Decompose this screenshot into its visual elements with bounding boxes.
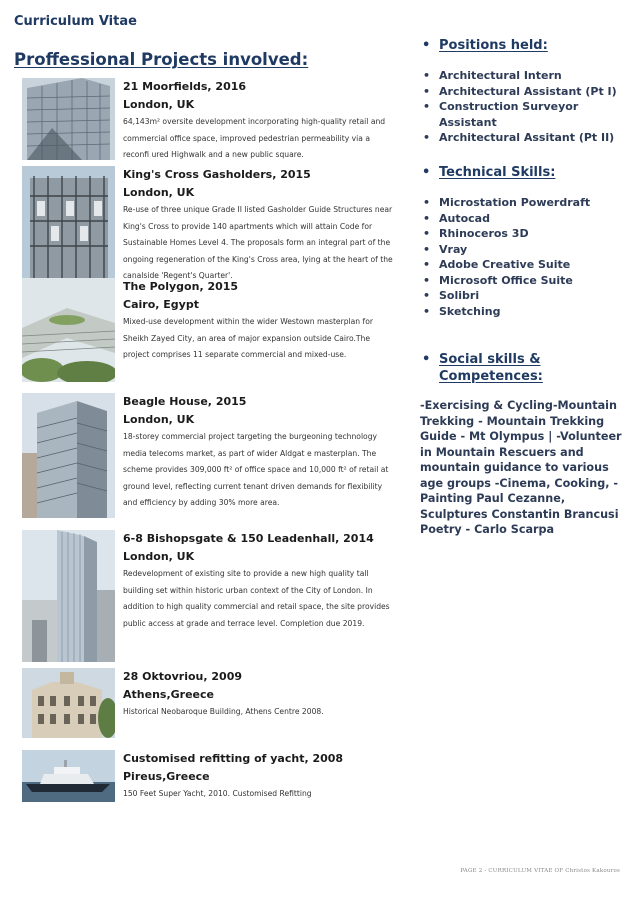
skills-section	[420, 164, 630, 319]
list-item	[420, 226, 630, 242]
project-image-beagle-house	[22, 393, 115, 518]
skills-heading-text: Technical Skills:	[439, 165, 556, 180]
social-section	[420, 351, 630, 538]
project-image-yacht	[22, 750, 115, 802]
document-title: Curriculum Vitae	[14, 14, 137, 29]
project-description: 18-storey commercial project targeting the burgeoning technology media telecoms market, as part of wider Aldgat e masterplan. The scheme provides 309,000 ft² of office space and 10,000 ft² of retail at ground level, reflecting current tenant driven demands for flexibility and efficiency by adding 30% more area.	[123, 432, 389, 507]
positions-section	[420, 37, 630, 146]
bullet-icon: •	[422, 38, 431, 53]
project-description: 64,143m² oversite development incorporating high-quality retail and commercial office space, improved pedestrian permeability via a reconfi ured Highwalk and a new public square.	[123, 117, 386, 159]
project-description: 150 Feet Super Yacht, 2010. Customised Refitting	[123, 789, 312, 798]
project-description: Re-use of three unique Grade II listed Gasholder Guide Structures near King's Cross to provide 140 apartments which will attain Code for Sustainable Homes Level 4. The proposals form an integral part of the ongoing regeneration of the King's Cross area, lying at the heart of the canalside 'Regent's Quarter'.	[123, 205, 393, 280]
list-item-label: Autocad	[439, 211, 490, 225]
positions-heading-text: Positions held:	[439, 38, 548, 53]
project-description: Historical Neobaroque Building, Athens Centre 2008.	[123, 707, 324, 716]
list-item-label: Architectural Assitant (Pt II)	[439, 131, 615, 144]
bullet-icon: •	[423, 304, 431, 318]
project-title: Customised refitting of yacht, 2008	[123, 752, 344, 765]
project-location: London, UK	[123, 413, 195, 426]
project-location: London, UK	[123, 186, 195, 199]
list-item	[420, 242, 630, 258]
social-heading-line1: Social skills &	[439, 352, 541, 367]
project-title: Beagle House, 2015	[123, 395, 247, 408]
list-item	[420, 130, 630, 146]
project-image-gasholders	[22, 166, 115, 278]
bullet-icon: •	[423, 100, 431, 113]
project-title: 6-8 Bishopsgate & 150 Leadenhall, 2014	[123, 532, 374, 545]
list-item-label: Vray	[439, 242, 468, 256]
bullet-icon: •	[423, 196, 431, 209]
social-heading	[420, 351, 630, 385]
project-location: London, UK	[123, 550, 195, 563]
list-item	[420, 257, 630, 273]
project-image-moorfields	[22, 78, 115, 160]
project-location: London, UK	[123, 98, 195, 111]
list-item-label: Sketching	[439, 304, 501, 318]
bullet-icon: •	[423, 227, 431, 240]
list-item	[420, 304, 630, 320]
bullet-icon: •	[423, 242, 431, 256]
project-title: King's Cross Gasholders, 2015	[123, 168, 311, 181]
project-image-polygon	[22, 278, 115, 382]
project-title: The Polygon, 2015	[123, 280, 239, 293]
list-item	[420, 68, 630, 84]
list-item-label: Rhinoceros 3D	[439, 227, 529, 240]
project-description: Mixed-use development within the wider Westown masterplan for Sheikh Zayed City, an area of major expansion outside Cairo.The project comprises 11 separate commercial and mixed-use.	[123, 317, 373, 359]
projects-section-title: Proffessional Projects involved:	[14, 50, 309, 69]
project-image-bishopsgate	[22, 530, 115, 662]
project-title: 28 Oktovriou, 2009	[123, 670, 242, 683]
skills-heading	[420, 164, 630, 181]
project-location: Athens,Greece	[123, 688, 214, 701]
bullet-icon: •	[422, 165, 431, 180]
positions-heading	[420, 37, 630, 54]
list-item	[420, 99, 630, 130]
bullet-icon: •	[423, 69, 431, 82]
list-item-label: Adobe Creative Suite	[439, 258, 571, 271]
bullet-icon: •	[422, 352, 431, 367]
list-item-label: Construction Surveyor Assistant	[439, 100, 579, 129]
project-image-oktovriou	[22, 668, 115, 738]
list-item	[420, 211, 630, 227]
bullet-icon: •	[423, 84, 431, 98]
bullet-icon: •	[423, 273, 431, 287]
social-skills-text: -Exercising & Cycling-Mountain Trekking - Mountain Trekking Guide - Mt Olympus | -Volunteer in Mountain Rescuers and mountain guidance to various age groups -Cinema, Cooking, -Painting Paul Cezanne, Sculptures Constantin Brancusi Poetry - Carlo Scarpa	[420, 399, 622, 536]
list-item	[420, 273, 630, 289]
bullet-icon: •	[423, 289, 431, 302]
page-footer: PAGE 2 - CURRICULUM VITAE OF Christos Kakouros	[460, 868, 620, 874]
bullet-icon: •	[423, 258, 431, 271]
list-item	[420, 84, 630, 100]
list-item-label: Microsoft Office Suite	[439, 273, 573, 287]
skills-list	[420, 195, 630, 319]
project-title: 21 Moorfields, 2016	[123, 80, 247, 93]
list-item-label: Microstation Powerdraft	[439, 196, 591, 209]
bullet-icon: •	[423, 211, 431, 225]
project-location: Pireus,Greece	[123, 770, 210, 783]
positions-list	[420, 68, 630, 146]
list-item	[420, 195, 630, 211]
list-item	[420, 288, 630, 304]
social-heading-line2: Competences:	[439, 369, 543, 384]
project-location: Cairo, Egypt	[123, 298, 199, 311]
list-item-label: Architectural Assistant (Pt I)	[439, 84, 617, 98]
list-item-label: Solibri	[439, 289, 480, 302]
list-item-label: Architectural Intern	[439, 69, 562, 82]
project-description: Redevelopment of existing site to provide a new high quality tall building set within historic urban context of the City of London. In addition to high quality commercial and retail space, the site provides public access at grade and terrace level. Completion due 2019.	[123, 569, 390, 628]
bullet-icon: •	[423, 131, 431, 144]
